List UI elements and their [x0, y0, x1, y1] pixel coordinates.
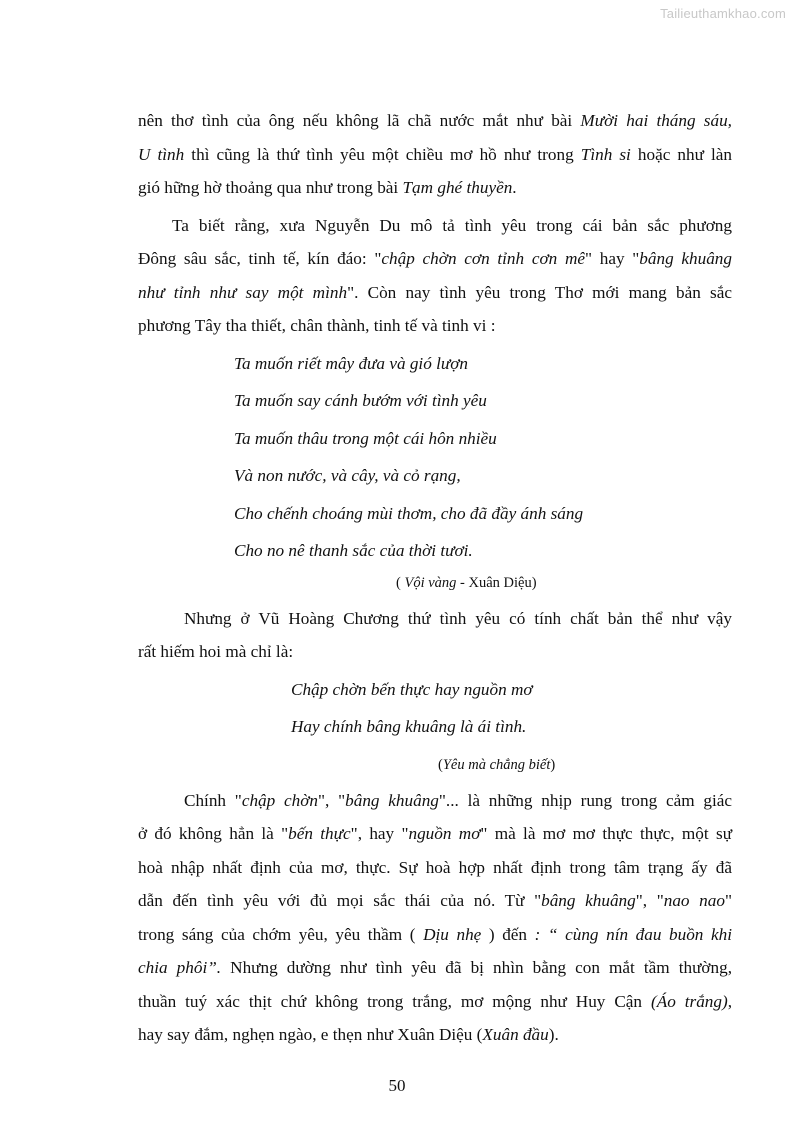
- poem-line: Chập chờn bến thực hay nguồn mơ: [291, 679, 533, 699]
- text-line: [138, 138, 732, 172]
- text-line: [138, 276, 732, 310]
- italic-quote: chia phôi”.: [138, 958, 222, 977]
- text-run: nên thơ tình của ông nếu không lã chã nước mắt như bài: [138, 111, 581, 130]
- italic-title: Tạm ghé thuyền: [402, 178, 513, 197]
- poem-line: Và non nước, và cây, và cỏ rạng,: [234, 466, 461, 485]
- italic-quote: nao nao: [663, 891, 725, 910]
- text-run: ", ": [635, 891, 664, 910]
- text-run: ". Còn nay tình yêu trong Thơ mới mang bản sắc: [347, 282, 732, 302]
- citation-title: Vội vàng: [404, 574, 457, 591]
- poem-line: Ta muốn riết mây đưa và gió lượn: [234, 353, 469, 373]
- text-run: ", hay ": [350, 824, 409, 843]
- italic-title: Dịu nhẹ: [423, 924, 482, 944]
- text-line: [138, 171, 732, 205]
- italic-title: U tình: [138, 144, 185, 164]
- text-run: ": [724, 891, 732, 910]
- citation-text: - Xuân Diệu): [456, 574, 537, 591]
- text-run: ", ": [318, 790, 346, 810]
- poem-line: Cho no nê thanh sắc của thời tươi.: [234, 541, 473, 560]
- text-run: Chính ": [184, 790, 242, 810]
- citation-text: (: [438, 756, 443, 773]
- text-run: "... là những nhịp rung trong cảm giác: [438, 790, 732, 810]
- text-line: hoà nhập nhất định của mơ, thực. Sự hoà hợp nhất định trong tâm trạng ấy đã: [138, 857, 732, 877]
- paragraph-3: [138, 602, 732, 669]
- text-line: [138, 918, 732, 952]
- paragraph-2: [138, 209, 732, 343]
- text-run: Nhưng dường như tình yêu đã bị nhìn bằng con mắt tầm thường,: [221, 958, 732, 977]
- italic-quote: bâng khuâng: [541, 891, 636, 910]
- text-run: " mà là mơ mơ thực thực, một sự: [480, 824, 733, 843]
- poem-line: Hay chính bâng khuâng là ái tình.: [291, 717, 527, 736]
- page-number: 50: [388, 1076, 406, 1095]
- text-run: ,: [727, 991, 732, 1011]
- text-line: phương Tây tha thiết, chân thành, tinh tế và tinh vi :: [138, 316, 496, 335]
- text-line: Nhưng ở Vũ Hoàng Chương thứ tình yêu có tính chất bản thể như vậy: [184, 608, 732, 628]
- text-run: hay say đắm, nghẹn ngào, e thẹn như Xuân Diệu (: [138, 1025, 483, 1044]
- text-run: trong sáng của chớm yêu, yêu thầm (: [138, 924, 424, 944]
- italic-title: Tình si: [580, 144, 631, 164]
- text-run: thuần tuý xác thịt chứ không trong trắng, mơ mộng như Huy Cận: [138, 991, 651, 1011]
- watermark: Tailieuthamkhao.com: [660, 6, 786, 21]
- document-page: [138, 104, 732, 1052]
- paragraph-1: [138, 104, 732, 205]
- poem-citation-2: [138, 752, 732, 778]
- citation-title: Yêu mà chẳng biết: [442, 756, 551, 773]
- italic-quote: bâng khuâng: [639, 249, 732, 268]
- text-run: hoặc như làn: [630, 144, 732, 164]
- italic-quote: như tỉnh như say một mình: [138, 282, 348, 302]
- italic-quote: nguồn mơ: [408, 824, 481, 843]
- poem-line: Cho chếnh choáng mùi thơm, cho đã đầy ánh sáng: [234, 503, 584, 523]
- text-line: [138, 817, 732, 851]
- text-line: Ta biết rằng, xưa Nguyễn Du mô tả tình yêu trong cái bản sắc phương: [172, 215, 732, 235]
- poem-excerpt-yeu-ma-chang-biet: [291, 671, 732, 746]
- poem-line: Ta muốn thâu trong một cái hôn nhiều: [234, 428, 497, 448]
- italic-quote: : “ cùng nín đau buồn khi: [534, 924, 732, 944]
- text-run: thì cũng là thứ tình yêu một chiều mơ hồ như trong: [184, 144, 581, 164]
- italic-title: Mười hai tháng sáu,: [580, 111, 732, 130]
- text-run: .: [512, 178, 517, 197]
- text-run: ở đó không hẳn là ": [138, 824, 289, 843]
- text-run: " hay ": [585, 249, 640, 268]
- text-line: [138, 951, 732, 985]
- text-run: ).: [548, 1025, 559, 1044]
- text-run: Đông sâu sắc, tinh tế, kín đáo: ": [138, 249, 382, 268]
- text-line: [138, 1018, 732, 1052]
- italic-quote: bến thực: [288, 824, 351, 843]
- text-line: [138, 104, 732, 138]
- poem-excerpt-voi-vang: [234, 345, 732, 570]
- text-run: gió hững hờ thoảng qua như trong bài: [138, 178, 403, 197]
- citation-text: ): [550, 756, 556, 773]
- poem-line: Ta muốn say cánh bướm với tình yêu: [234, 391, 487, 410]
- text-run: dẫn đến tình yêu với đủ mọi sắc thái của nó. Từ ": [138, 891, 542, 910]
- text-line: [138, 985, 732, 1019]
- italic-quote: chập chờn cơn tỉnh cơn mê: [381, 249, 585, 268]
- paragraph-4: [138, 784, 732, 1052]
- text-line: rất hiếm hoi mà chỉ là:: [138, 642, 294, 661]
- poem-citation-1: [138, 570, 732, 596]
- text-line: [138, 784, 732, 818]
- italic-title: Xuân đầu: [482, 1025, 549, 1044]
- italic-title: (Áo trắng): [650, 991, 728, 1011]
- italic-quote: chập chờn: [241, 790, 319, 810]
- text-line: [138, 242, 732, 276]
- italic-quote: bâng khuâng: [345, 790, 439, 810]
- text-run: ) đến: [481, 924, 535, 944]
- text-line: [138, 884, 732, 918]
- citation-text: (: [396, 574, 405, 591]
